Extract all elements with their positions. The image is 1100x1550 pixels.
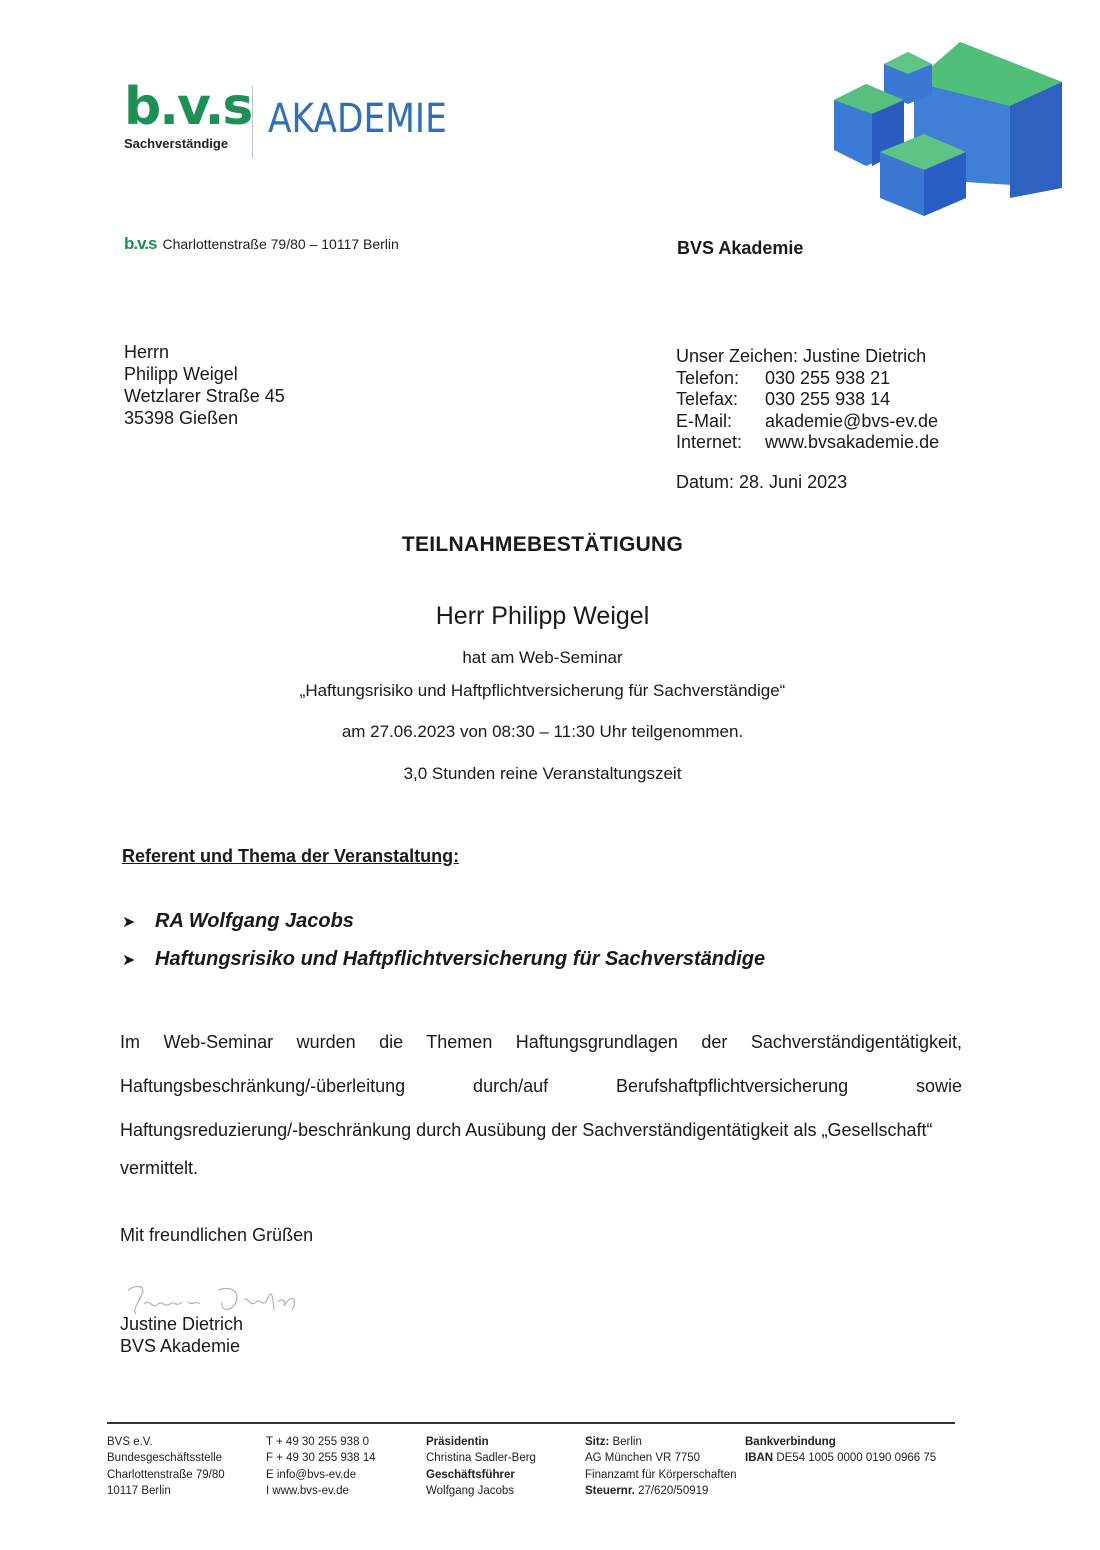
footer-line: Präsidentin bbox=[426, 1436, 489, 1448]
footer-label: IBAN bbox=[745, 1452, 774, 1465]
ref-row-telefax bbox=[676, 389, 939, 411]
cubes-graphic-icon bbox=[830, 38, 1070, 223]
ref-label: Internet: bbox=[676, 432, 743, 452]
footer-registry bbox=[585, 1434, 737, 1499]
footer-line: Bankverbindung bbox=[745, 1436, 836, 1448]
footer-line: Geschäftsführer bbox=[426, 1468, 515, 1481]
footer-line: 10117 Berlin bbox=[107, 1484, 171, 1497]
sender-address: Charlottenstraße 79/80 – 10117 Berlin bbox=[162, 236, 399, 252]
body-line-3: Haftungsreduzierung/-beschränkung durch Ausübung der Sachverständigentätigkeit als „Gesellschaft“ bbox=[120, 1120, 933, 1140]
ref-value: 030 255 938 21 bbox=[765, 367, 891, 388]
footer-line: Christina Sadler-Berg bbox=[426, 1452, 536, 1465]
ref-label: Telefax: bbox=[676, 389, 739, 409]
footer-line bbox=[585, 1483, 737, 1499]
footer-label: Steuernr. bbox=[585, 1484, 635, 1497]
footer-address bbox=[107, 1434, 225, 1499]
arrow-bullet-icon: ➤ bbox=[122, 913, 136, 931]
footer-label: Sitz: bbox=[585, 1436, 610, 1448]
footer-management bbox=[426, 1434, 536, 1499]
bullet-speaker bbox=[122, 910, 354, 933]
ref-row-telefon bbox=[676, 368, 939, 390]
footer-line: BVS e.V. bbox=[107, 1436, 153, 1448]
bullet-text: Haftungsrisiko und Haftpflichtversicherung für Sachverständige bbox=[155, 948, 766, 970]
arrow-bullet-icon: ➤ bbox=[122, 951, 136, 969]
document-title: TEILNAHMEBESTÄTIGUNG bbox=[401, 533, 684, 556]
signer-org: BVS Akademie bbox=[120, 1336, 241, 1356]
footer-line bbox=[745, 1450, 936, 1466]
participant-name: Herr Philipp Weigel bbox=[435, 602, 650, 630]
footer-line: I www.bvs-ev.de bbox=[266, 1484, 349, 1497]
ref-value: www.bvsakademie.de bbox=[765, 432, 940, 452]
sender-address-line bbox=[124, 234, 399, 254]
bullet-text: RA Wolfgang Jacobs bbox=[155, 910, 354, 932]
closing-greeting: Mit freundlichen Grüßen bbox=[120, 1225, 314, 1245]
recipient-salutation: Herrn bbox=[124, 342, 170, 362]
footer-line: AG München VR 7750 bbox=[585, 1452, 701, 1465]
signer-block bbox=[120, 1313, 243, 1357]
recipient-name: Philipp Weigel bbox=[124, 364, 238, 384]
ref-label: Telefon: bbox=[676, 367, 740, 388]
body-line-1: Im Web-Seminar wurden die Themen Haftungsgrundlagen der Sachverständigentätigkeit, bbox=[120, 1032, 962, 1052]
signer-name: Justine Dietrich bbox=[120, 1314, 244, 1334]
letter-date: Datum: 28. Juni 2023 bbox=[676, 472, 848, 492]
footer-line bbox=[585, 1434, 737, 1450]
seminar-date-time: am 27.06.2023 von 08:30 – 11:30 Uhr teilgenommen. bbox=[341, 722, 744, 741]
ref-value: akademie@bvs-ev.de bbox=[765, 410, 939, 431]
footer-line: Bundesgeschäftsstelle bbox=[107, 1452, 223, 1465]
reference-block bbox=[676, 346, 939, 454]
footer-value: 27/620/50919 bbox=[638, 1484, 709, 1497]
body-line-2: Haftungsbeschränkung/-überleitung durch/auf Berufshaftpflichtversicherung sowie bbox=[120, 1076, 962, 1096]
ref-value: 030 255 938 14 bbox=[765, 389, 891, 409]
recipient-address bbox=[124, 341, 285, 429]
footer-contact bbox=[266, 1434, 376, 1499]
footer-line: E info@bvs-ev.de bbox=[266, 1468, 357, 1481]
footer-line: T + 49 30 255 938 0 bbox=[266, 1436, 370, 1448]
section-heading: Referent und Thema der Veranstaltung: bbox=[122, 846, 460, 866]
footer-line: Charlottenstraße 79/80 bbox=[107, 1468, 225, 1481]
footer-divider bbox=[107, 1422, 955, 1424]
seminar-title: „Haftungsrisiko und Haftpflichtversicherung für Sachverständige“ bbox=[299, 681, 786, 700]
body-line-4: vermittelt. bbox=[120, 1158, 199, 1178]
footer-value: Berlin bbox=[612, 1436, 642, 1448]
footer-bank bbox=[745, 1434, 936, 1467]
unser-zeichen: Unser Zeichen: Justine Dietrich bbox=[676, 346, 927, 366]
logo-letters: b.v.s bbox=[124, 77, 252, 137]
org-name: BVS Akademie bbox=[677, 238, 804, 258]
bullet-topic bbox=[122, 948, 765, 971]
recipient-city: 35398 Gießen bbox=[124, 408, 239, 428]
footer-line: Finanzamt für Körperschaften bbox=[585, 1468, 737, 1481]
ref-row-internet bbox=[676, 432, 939, 454]
footer-line: F + 49 30 255 938 14 bbox=[266, 1452, 376, 1465]
logo-akademie: AKADEMIE bbox=[268, 96, 447, 142]
seminar-duration: 3,0 Stunden reine Veranstaltungszeit bbox=[403, 764, 682, 783]
ref-label: E-Mail: bbox=[676, 410, 733, 431]
logo-divider bbox=[252, 86, 253, 158]
certificate-line-1: hat am Web-Seminar bbox=[462, 648, 623, 667]
logo-subtitle: Sachverständige bbox=[124, 136, 229, 151]
ref-row-email bbox=[676, 411, 939, 433]
footer-value: DE54 1005 0000 0190 0966 75 bbox=[776, 1452, 937, 1465]
bvs-logo bbox=[124, 77, 252, 154]
recipient-street: Wetzlarer Straße 45 bbox=[124, 386, 285, 406]
footer-line: Wolfgang Jacobs bbox=[426, 1484, 515, 1497]
mini-logo: b.v.s bbox=[124, 234, 157, 253]
